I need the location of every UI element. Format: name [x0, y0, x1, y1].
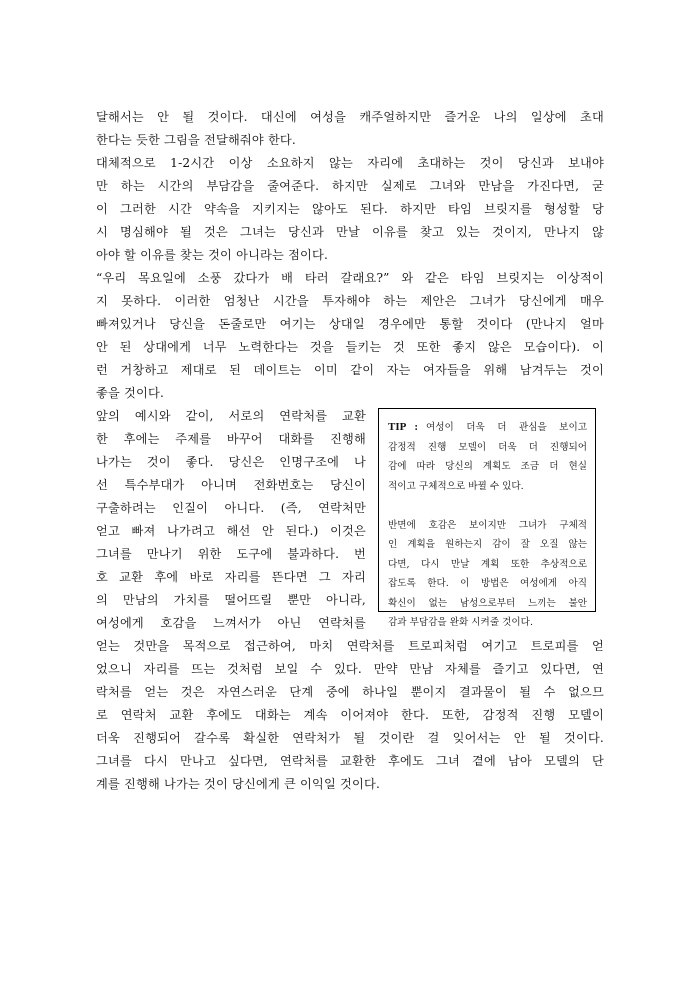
paragraph-1 — [96, 106, 604, 152]
tip-line: 반면에 호감은 보이지만 그녀가 구체적 — [388, 519, 587, 531]
text-line: 런 거창하고 제대로 된 데이트는 이미 같이 자는 여자들을 위해 남겨두는 것이 — [96, 363, 604, 377]
text-line: 선 특수부대가 아니며 전화번호는 당신이 — [96, 478, 366, 492]
text-line: 었으니 자리를 뜨는 것처럼 보일 수 있다. 만약 만남 자체를 즐기고 있다면, 연 — [96, 662, 604, 676]
tip-line: 인 계획을 원하는지 감이 잘 오질 않는 — [388, 539, 587, 550]
tip-line: 감정적 진행 모델이 더욱 더 진행되어 — [388, 441, 587, 453]
tip-spacer — [388, 496, 587, 516]
text-line: 구출하려는 인질이 아니다. (즉, 연락처만 — [96, 501, 366, 515]
text-line: 더욱 진행되어 갈수록 확실한 연락처가 될 것이란 걸 잊어서는 안 될 것이다. — [96, 731, 604, 745]
document-page — [96, 106, 604, 796]
tip-colon: : — [414, 421, 419, 433]
text-line: 계를 진행해 나가는 것이 당신에게 큰 이익일 것이다. — [96, 777, 381, 791]
text-line: 만 하는 시간의 부담감을 줄여준다. 하지만 실제로 그녀와 만남을 가진다면, 굳 — [96, 179, 604, 193]
text-line: 얻는 것만을 목적으로 접근하여, 마치 연락처를 트로피처럼 여기고 트로피를 얻 — [96, 639, 604, 653]
text-line: 아야 할 이유를 찾는 것이 아니라는 점이다. — [96, 248, 329, 262]
tip-line: 감에 따라 당신의 계획도 조금 더 현실 — [388, 461, 587, 472]
text-line: 락처를 얻는 것은 자연스러운 단계 중에 하나일 뿐이지 결과물이 될 수 없으므 — [96, 685, 604, 699]
paragraph-4 — [96, 405, 604, 796]
text-line: 빠져있거나 당신을 돈줄로만 여기는 상대일 경우에만 통할 것이다 (만나지 얼마 — [96, 317, 604, 331]
text-line: 로 연락처 교환 후에도 대화는 계속 이어져야 한다. 또한, 감정적 진행 모델이 — [96, 708, 604, 722]
tip-line: 적이고 구체적으로 바뀔 수 있다. — [388, 480, 524, 492]
text-line: 그녀를 다시 만나고 싶다면, 연락처를 교환한 후에도 그녀 곁에 남아 모델의 단 — [96, 754, 604, 768]
text-line: 한다는 듯한 그림을 전달해줘야 한다. — [96, 133, 296, 147]
text-line: 대체적으로 1-2시간 이상 소요하지 않는 자리에 초대하는 것이 당신과 보내야 — [96, 156, 604, 170]
tip-box — [378, 408, 596, 628]
text-line: 한 후에는 주제를 바꾸어 대화를 진행해 — [96, 432, 366, 446]
text-line: 나가는 것이 좋다. 당신은 인명구조에 나 — [96, 455, 366, 469]
tip-line — [388, 418, 587, 438]
text-line: 좋을 것이다. — [96, 386, 165, 400]
text-line: 지 못하다. 이러한 엄청난 시간을 투자해야 하는 제안은 그녀가 당신에게 매우 — [96, 294, 604, 308]
tip-line: 다면, 다시 만날 계획 또한 추상적으로 — [388, 558, 587, 570]
text-line: 호 교환 후에 바로 자리를 뜬다면 그 자리 — [96, 570, 366, 584]
tip-text: 여성이 더욱 더 관심을 보이고 — [426, 422, 587, 433]
tip-label: TIP — [388, 421, 407, 433]
paragraph-3 — [96, 267, 604, 405]
tip-line: 잡도록 한다. 이 방법은 여성에게 아직 — [388, 578, 587, 589]
text-line: 시 명심해야 될 것은 그녀는 당신과 만날 이유를 찾고 있는 것이지, 만나지 않 — [96, 225, 604, 239]
text-line: 여성에게 호감을 느껴서가 아닌 연락처를 — [96, 616, 366, 630]
text-line: 의 만남의 가치를 떨어뜨릴 뿐만 아니라, — [96, 593, 366, 607]
paragraph-2 — [96, 152, 604, 267]
text-line: 이 그러한 시간 약속을 지키지는 않아도 된다. 하지만 타임 브릿지를 형성할 당 — [96, 202, 604, 216]
text-line: 앞의 예시와 같이, 서로의 연락처를 교환 — [96, 409, 366, 423]
tip-line: 확신이 없는 남성으로부터 느끼는 불안 — [388, 597, 587, 609]
tip-line: 감과 부담감을 완화 시켜줄 것이다. — [388, 617, 533, 628]
text-line: 달해서는 안 될 것이다. 대신에 여성을 캐주얼하지만 즐거운 나의 일상에 초대 — [96, 110, 604, 124]
text-line: 그녀를 만나기 위한 도구에 불과하다. 번 — [96, 547, 366, 561]
text-line: 안 된 상대에게 너무 노력한다는 것을 들키는 것 또한 좋지 않은 모습이다). 이 — [96, 340, 604, 354]
text-line: “우리 목요일에 소풍 갔다가 배 타러 갈래요?” 와 같은 타임 브릿지는 이상적이 — [96, 271, 604, 285]
text-line: 얻고 빠져 나가려고 해선 안 된다.) 이것은 — [96, 524, 366, 538]
